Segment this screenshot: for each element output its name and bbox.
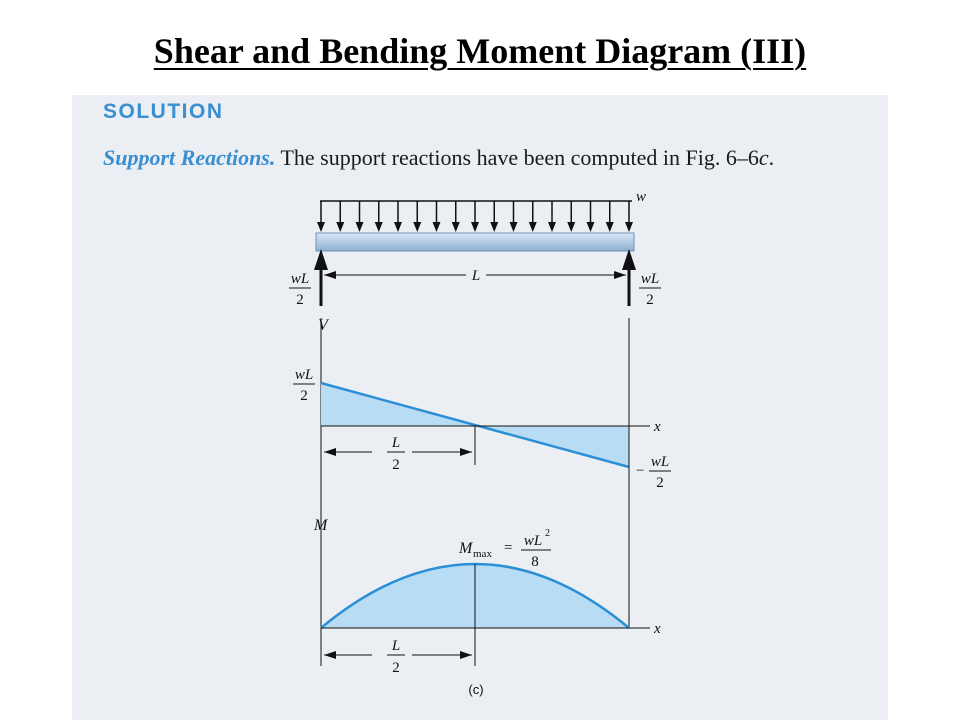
left-reaction-arrow xyxy=(314,249,328,306)
load-arrow-head xyxy=(375,222,383,232)
shear-zero-label xyxy=(387,435,405,473)
moment-at-num: L xyxy=(391,638,401,654)
right-reaction-arrow xyxy=(622,249,636,306)
moment-axis-label: M xyxy=(314,517,328,534)
shear-min-sign: − xyxy=(636,463,645,479)
span-label: L xyxy=(471,268,481,284)
left-reaction-label xyxy=(289,271,311,308)
left-reaction-den: 2 xyxy=(296,292,304,308)
period: . xyxy=(768,145,775,170)
load-arrow-head xyxy=(471,222,479,232)
moment-max-sup: 2 xyxy=(545,528,550,539)
moment-x-label: x xyxy=(654,621,661,637)
moment-max-symbol: M xyxy=(459,540,473,557)
load-arrow-head xyxy=(394,222,402,232)
load-arrow-head xyxy=(490,222,498,232)
load-arrow-head xyxy=(606,222,614,232)
moment-max-sub: max xyxy=(473,548,492,560)
load-arrow-head xyxy=(317,222,325,232)
shear-max-den: 2 xyxy=(300,388,308,404)
figure-caption: (c) xyxy=(468,682,484,697)
load-arrow-head xyxy=(356,222,364,232)
right-reaction-den: 2 xyxy=(646,292,654,308)
moment-max-den: 8 xyxy=(531,554,539,570)
load-arrow-head xyxy=(529,222,537,232)
moment-max-eq: = xyxy=(504,540,513,556)
slide-title-text: Shear and Bending Moment Diagram (III) xyxy=(153,31,807,71)
fig-suffix: c xyxy=(758,145,769,170)
load-arrow-head xyxy=(336,222,344,232)
shear-min-num: wL xyxy=(650,454,670,470)
left-reaction-num: wL xyxy=(290,271,310,287)
beam xyxy=(316,233,634,251)
shear-x-label: x xyxy=(654,419,661,435)
load-arrow-head xyxy=(433,222,441,232)
load-arrow-head xyxy=(413,222,421,232)
moment-max-num: wL xyxy=(523,533,543,549)
shear-min-den: 2 xyxy=(656,475,664,491)
load-arrow-head xyxy=(548,222,556,232)
load-arrow-head xyxy=(510,222,518,232)
solution-heading: SOLUTION xyxy=(103,100,224,123)
support-reactions-lead: Support Reactions. xyxy=(103,145,276,170)
load-arrow-head xyxy=(625,222,633,232)
shear-min-label xyxy=(636,454,671,491)
shear-max-num: wL xyxy=(294,367,314,383)
support-reactions-body: The support reactions have been computed in Fig. 6–6 xyxy=(275,145,759,170)
shear-max-label xyxy=(293,367,315,404)
load-arrow-head xyxy=(567,222,575,232)
shear-zero-num: L xyxy=(391,435,401,451)
moment-at-den: 2 xyxy=(392,660,400,676)
moment-at-label xyxy=(387,638,405,676)
shear-zero-den: 2 xyxy=(392,457,400,473)
distributed-load-arrows xyxy=(317,201,633,232)
shear-axis-label: V xyxy=(318,317,328,334)
load-arrow-head xyxy=(587,222,595,232)
right-reaction-label xyxy=(639,271,661,308)
load-label: w xyxy=(636,189,647,205)
load-arrow-head xyxy=(452,222,460,232)
right-reaction-num: wL xyxy=(640,271,660,287)
